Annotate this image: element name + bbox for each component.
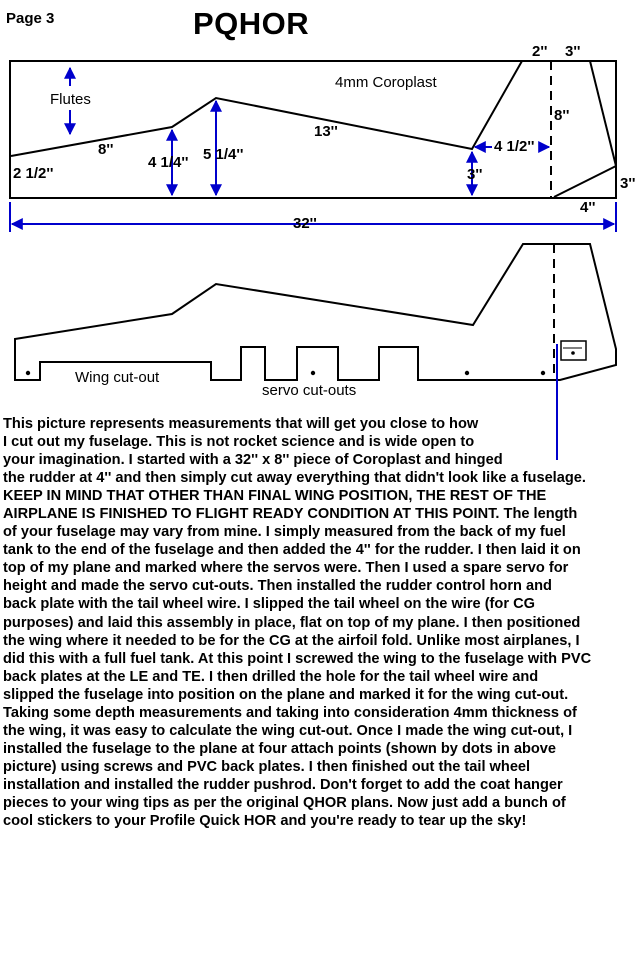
rudder-leading-edge [590,61,616,166]
material-label: 4mm Coroplast [335,74,437,91]
fuselage-profile-outline [15,244,616,380]
rudder-bottom-cut [554,166,616,197]
dim-top-3: 3'' [565,43,581,60]
dim-top-2: 2'' [532,43,548,60]
dim-slope-13: 13'' [314,123,338,140]
description-line: picture) using screws and PVC back plates. I then finished out the tail wheel [3,758,531,775]
description-line: tank to the end of the fuselage and then added the 4'' for the rudder. I then laid it on [3,542,581,559]
description-line: Taking some depth measurements and taking into consideration 4mm thickness of [3,704,577,721]
dim-height-5-25: 5 1/4'' [203,146,244,163]
description-line: the wing where it needed to be for the CG at the airfoil fold. Unlike most airplanes, I [3,632,580,649]
description-line: back plates at the LE and TE. I then drilled the hole for the tail wheel wire and [3,668,539,685]
dim-right-3: 3'' [620,175,636,192]
horn-hole [571,351,575,355]
flutes-label: Flutes [50,91,91,108]
description-line: installation and installed the rudder pushrod. Don't forget to add the coat hanger [3,776,563,793]
dim-slope-8: 8'' [98,141,114,158]
description-line: top of my plane and marked where the servos were. Then I used a spare servo for [3,560,569,577]
attach-point-dot [465,371,469,375]
description-line: installed the fuselage to the plane at four attach points (shown by dots in above [3,740,557,757]
dim-height-3: 3'' [467,166,483,183]
page-title: PQHOR [193,6,310,41]
coroplast-sheet-outline [10,61,616,198]
fuselage-cut-line-top [11,61,522,156]
description-line: pieces to your wing tips as per the original QHOR plans. Now just add a bunch of [3,794,566,811]
dim-bottom-4: 4'' [580,199,596,216]
dim-left-2-5: 2 1/2'' [13,165,54,182]
description-line: I cut out my fuselage. This is not rocket science and is wide open to [3,434,475,451]
description-line: did this with a full fuel tank. At this point I screwed the wing to the fuselage with PVC [3,650,592,667]
attach-point-dot [26,371,30,375]
dim-4-5: 4 1/2'' [494,138,535,155]
rudder-control-horn [561,341,586,360]
description-line: of your fuselage may vary from mine. I simply measured from the back of my fuel [3,524,566,541]
page-number: Page 3 [6,10,55,27]
description-line: KEEP IN MIND THAT OTHER THAN FINAL WING POSITION, THE REST OF THE [3,488,547,505]
description-line: purposes) and laid this assembly in place, flat on top of my plane. I then positioned [3,614,581,631]
description-line: the wing, it was easy to calculate the wing cut-out. Once I made the wing cut-out, I [3,722,573,739]
wing-cutout-label: Wing cut-out [75,369,160,386]
description-line: the rudder at 4'' and then simply cut away everything that didn't look like a fuselage. [3,470,586,487]
dim-total-32: 32'' [293,215,317,232]
description-text [3,415,639,830]
attach-point-dot [311,371,315,375]
description-line: AIRPLANE IS FINISHED TO FLIGHT READY CONDITION AT THIS POINT. The length [3,506,578,523]
description-line: cool stickers to your Profile Quick HOR and you're ready to tear up the sky! [3,813,527,830]
dim-height-4-25: 4 1/4'' [148,154,189,171]
attach-point-dot [541,371,545,375]
description-line: your imagination. I started with a 32'' x 8'' piece of Coroplast and hinged [3,452,503,469]
description-line: slipped the fuselage into position on the plane and marked it for the wing cut-out. [3,686,569,703]
description-line: This picture represents measurements that will get you close to how [3,416,479,432]
dim-right-8: 8'' [554,107,570,124]
servo-cutouts-label: servo cut-outs [262,382,357,399]
description-line: height and made the servo cut-outs. Then installed the rudder control horn and [3,578,552,595]
description-line: back plate with the tail wheel wire. I slipped the tail wheel on the wire (for CG [3,596,535,613]
